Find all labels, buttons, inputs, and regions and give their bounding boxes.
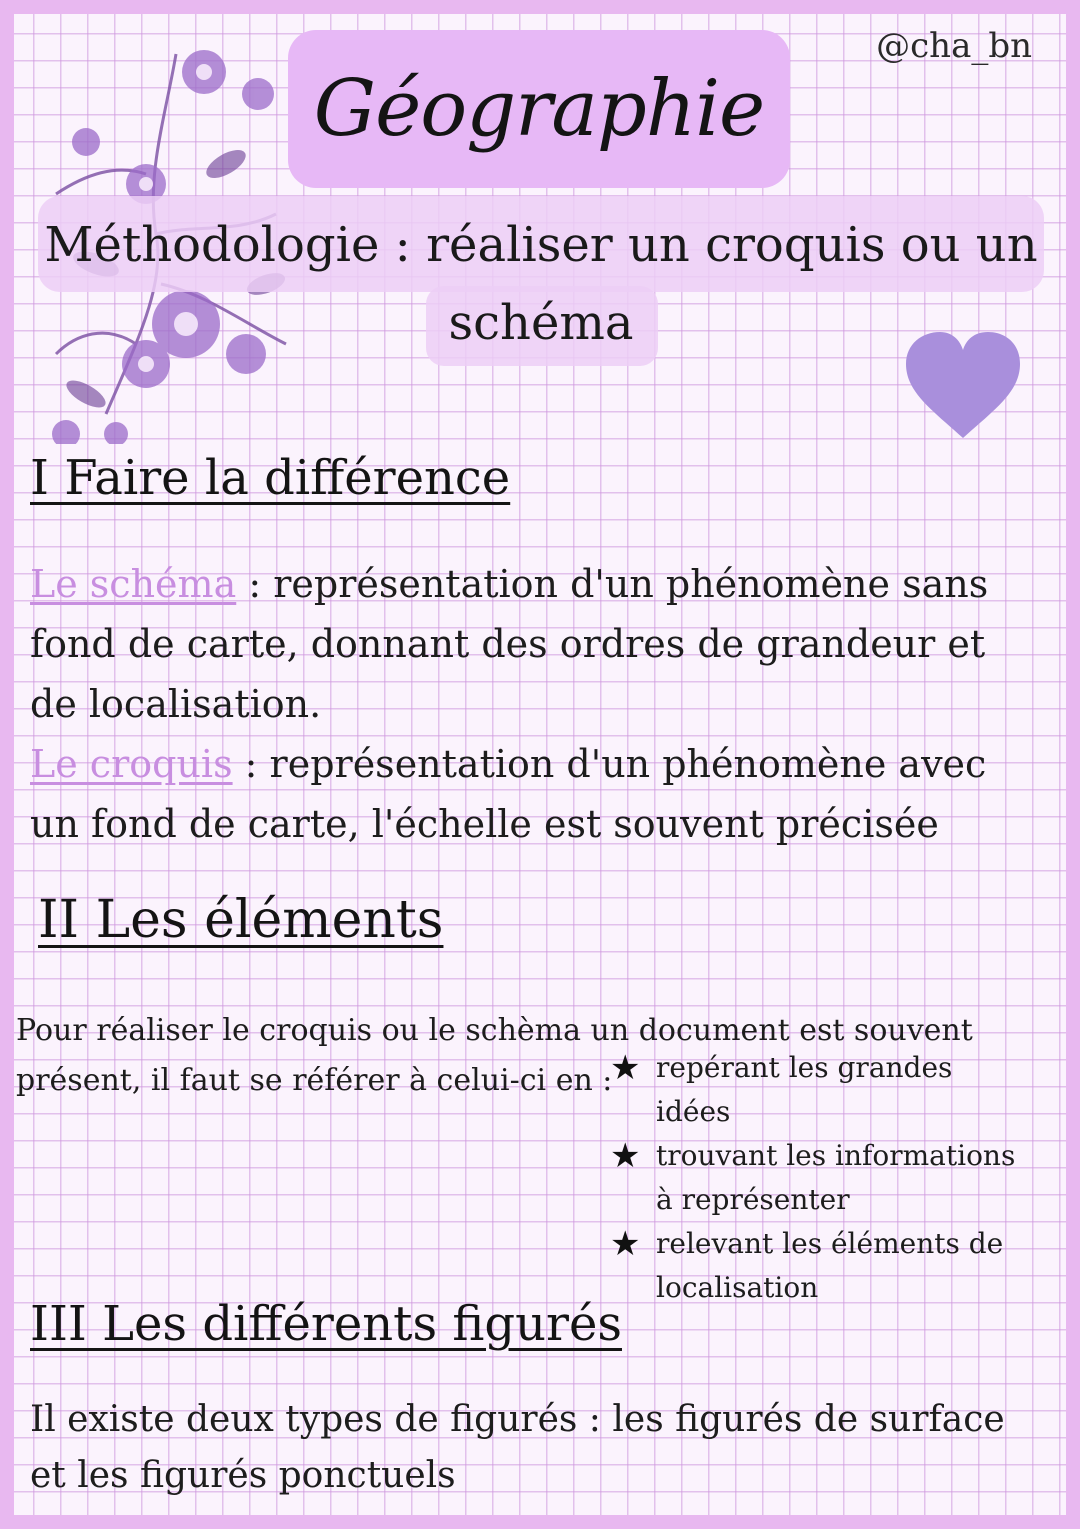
section-2-intro: Pour réaliser le croquis ou le schèma un document est souvent présent, il faut se référer à celui-ci en :	[16, 1013, 973, 1098]
section-2-heading: II Les éléments	[38, 890, 444, 950]
section-1-heading: I Faire la différence	[30, 450, 511, 506]
list-item: ★ trouvant les informations à représenter	[610, 1136, 1016, 1216]
list-item: ★ relevant les éléments de localisation	[610, 1224, 1004, 1304]
schema-term: Le schéma	[30, 562, 237, 606]
method-list	[610, 1046, 1030, 1310]
section-3-heading: III Les différents figurés	[30, 1296, 622, 1352]
page-title: Géographie	[313, 64, 765, 154]
list-item: ★ repérant les grandes idées	[610, 1048, 953, 1128]
star-icon: ★	[610, 1048, 641, 1088]
schema-definition: : représentation d'un phénomène sans fond de carte, donnant des ordres de grandeur et de localisation.	[30, 562, 989, 726]
croquis-definition: : représentation d'un phénomène avec un fond de carte, l'échelle est souvent précisée	[30, 742, 987, 846]
author-handle: @cha_bn	[876, 26, 1032, 66]
section-3-text: Il existe deux types de figurés : les figurés de surface et les figurés ponctuels	[30, 1399, 1005, 1496]
page-subtitle: Méthodologie : réaliser un croquis ou un schéma	[44, 217, 1038, 351]
definition-croquis	[30, 734, 1040, 854]
croquis-term: Le croquis	[30, 742, 233, 786]
star-icon: ★	[610, 1136, 641, 1176]
star-icon: ★	[610, 1224, 641, 1264]
definition-schema	[30, 554, 1040, 734]
heart-icon	[902, 330, 1024, 442]
title-box	[288, 30, 790, 188]
